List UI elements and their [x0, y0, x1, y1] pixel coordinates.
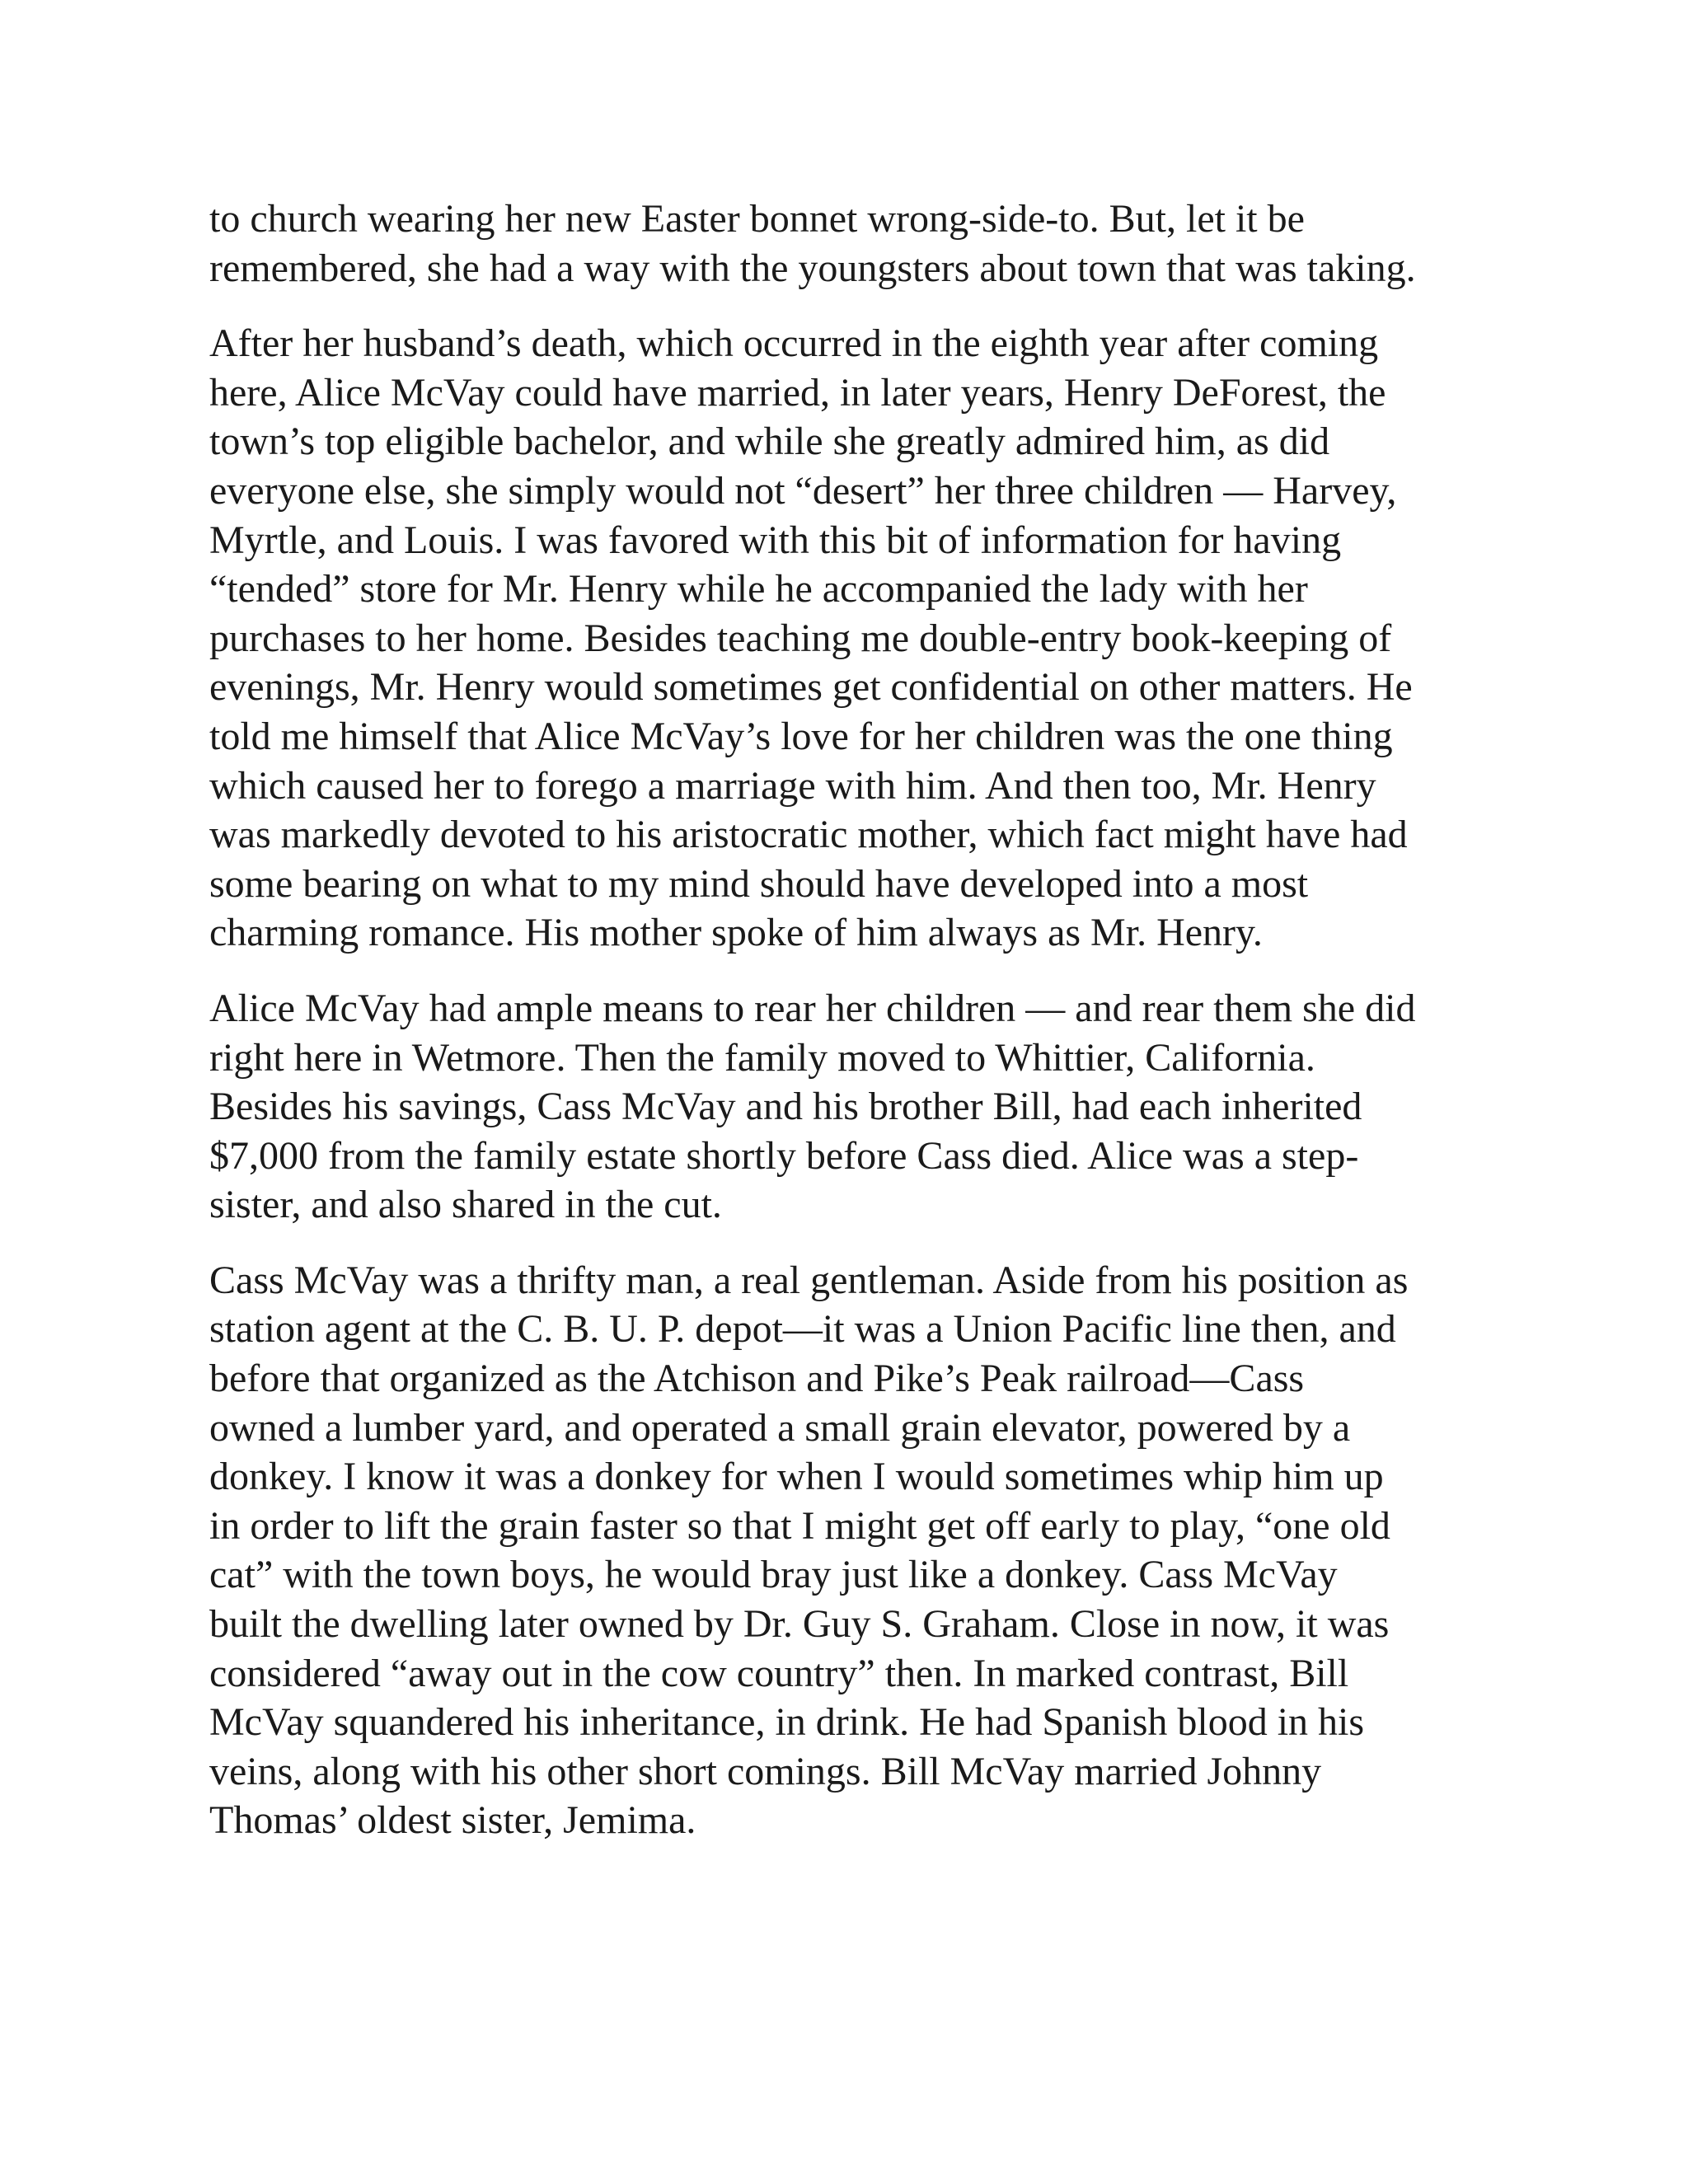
- text-line: charming romance. His mother spoke of him always as Mr. Henry.: [209, 911, 1263, 955]
- paragraph-3: [209, 984, 1470, 1230]
- text-line: Alice McVay had ample means to rear her children — and rear them she did: [209, 986, 1416, 1030]
- text-line: remembered, she had a way with the youngsters about town that was taking.: [209, 246, 1416, 290]
- text-line: town’s top eligible bachelor, and while she greatly admired him, as did: [209, 419, 1330, 464]
- text-line: sister, and also shared in the cut.: [209, 1183, 722, 1227]
- text-line: purchases to her home. Besides teaching me double-entry book-keeping of: [209, 616, 1392, 660]
- text-line: here, Alice McVay could have married, in later years, Henry DeForest, the: [209, 370, 1386, 415]
- paragraph-2: [209, 319, 1470, 958]
- text-line: evenings, Mr. Henry would sometimes get confidential on other matters. He: [209, 665, 1413, 710]
- text-line: veins, along with his other short comings. Bill McVay married Johnny: [209, 1749, 1322, 1793]
- paragraph-4: [209, 1256, 1470, 1845]
- text-line: before that organized as the Atchison and Pike’s Peak railroad—Cass: [209, 1357, 1305, 1401]
- text-line: Cass McVay was a thrifty man, a real gentleman. Aside from his position as: [209, 1258, 1409, 1302]
- text-line: built the dwelling later owned by Dr. Guy S. Graham. Close in now, it was: [209, 1602, 1390, 1647]
- text-body: [209, 194, 1470, 1845]
- text-line: in order to lift the grain faster so that I might get off early to play, “one old: [209, 1503, 1390, 1548]
- text-line: told me himself that Alice McVay’s love for her children was the one thing: [209, 714, 1393, 758]
- text-line: everyone else, she simply would not “desert” her three children — Harvey,: [209, 468, 1397, 513]
- text-line: was markedly devoted to his aristocratic mother, which fact might have had: [209, 813, 1408, 857]
- text-line: donkey. I know it was a donkey for when I would sometimes whip him up: [209, 1455, 1384, 1499]
- text-line: right here in Wetmore. Then the family moved to Whittier, California.: [209, 1035, 1315, 1080]
- text-line: $7,000 from the family estate shortly before Cass died. Alice was a step-: [209, 1133, 1359, 1178]
- text-line: Besides his savings, Cass McVay and his brother Bill, had each inherited: [209, 1085, 1362, 1129]
- text-line: some bearing on what to my mind should have developed into a most: [209, 861, 1309, 906]
- paragraph-1: [209, 194, 1470, 293]
- text-line: cat” with the town boys, he would bray just like a donkey. Cass McVay: [209, 1553, 1338, 1597]
- text-line: to church wearing her new Easter bonnet wrong-side-to. But, let it be: [209, 197, 1305, 241]
- text-line: owned a lumber yard, and operated a small grain elevator, powered by a: [209, 1405, 1351, 1450]
- text-line: McVay squandered his inheritance, in drink. He had Spanish blood in his: [209, 1700, 1365, 1745]
- text-line: “tended” store for Mr. Henry while he accompanied the lady with her: [209, 567, 1308, 612]
- text-line: station agent at the C. B. U. P. depot—it was a Union Pacific line then, and: [209, 1307, 1396, 1352]
- text-line: Myrtle, and Louis. I was favored with this bit of information for having: [209, 518, 1342, 562]
- text-line: which caused her to forego a marriage with him. And then too, Mr. Henry: [209, 763, 1376, 808]
- text-line: considered “away out in the cow country” then. In marked contrast, Bill: [209, 1651, 1349, 1695]
- text-line: Thomas’ oldest sister, Jemima.: [209, 1798, 696, 1843]
- text-line: After her husband’s death, which occurred in the eighth year after coming: [209, 321, 1379, 366]
